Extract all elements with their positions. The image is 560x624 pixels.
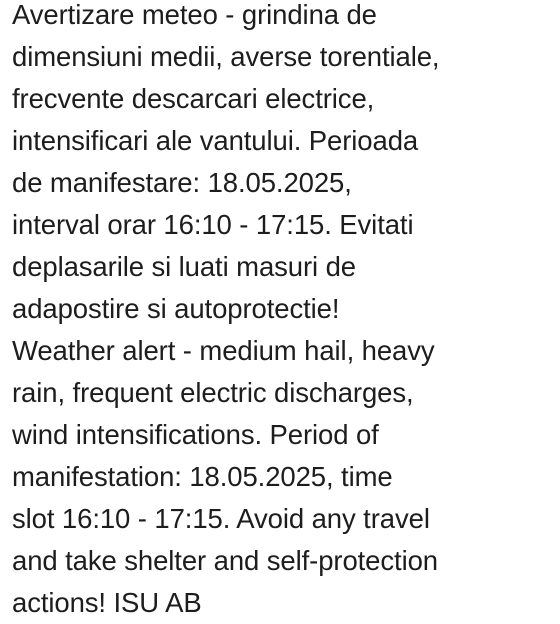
alert-line: Weather alert - medium hail, heavy (12, 335, 435, 366)
alert-line: slot 16:10 - 17:15. Avoid any travel (12, 503, 430, 534)
alert-message-body (12, 0, 552, 624)
alert-line: and take shelter and self-protection (12, 545, 438, 576)
alert-line: deplasarile si luati masuri de (12, 251, 356, 282)
alert-line: rain, frequent electric discharges, (12, 377, 414, 408)
alert-line: Avertizare meteo - grindina de (12, 0, 377, 30)
alert-line: de manifestare: 18.05.2025, (12, 167, 352, 198)
alert-line: frecvente descarcari electrice, (12, 83, 375, 114)
alert-line: manifestation: 18.05.2025, time (12, 461, 393, 492)
alert-line: interval orar 16:10 - 17:15. Evitati (12, 209, 414, 240)
alert-line: dimensiuni medii, averse torentiale, (12, 41, 440, 72)
alert-line: wind intensifications. Period of (12, 419, 379, 450)
alert-line: adapostire si autoprotectie! (12, 293, 340, 324)
alert-line: actions! ISU AB (12, 587, 202, 618)
alert-line: intensificari ale vantului. Perioada (12, 125, 419, 156)
